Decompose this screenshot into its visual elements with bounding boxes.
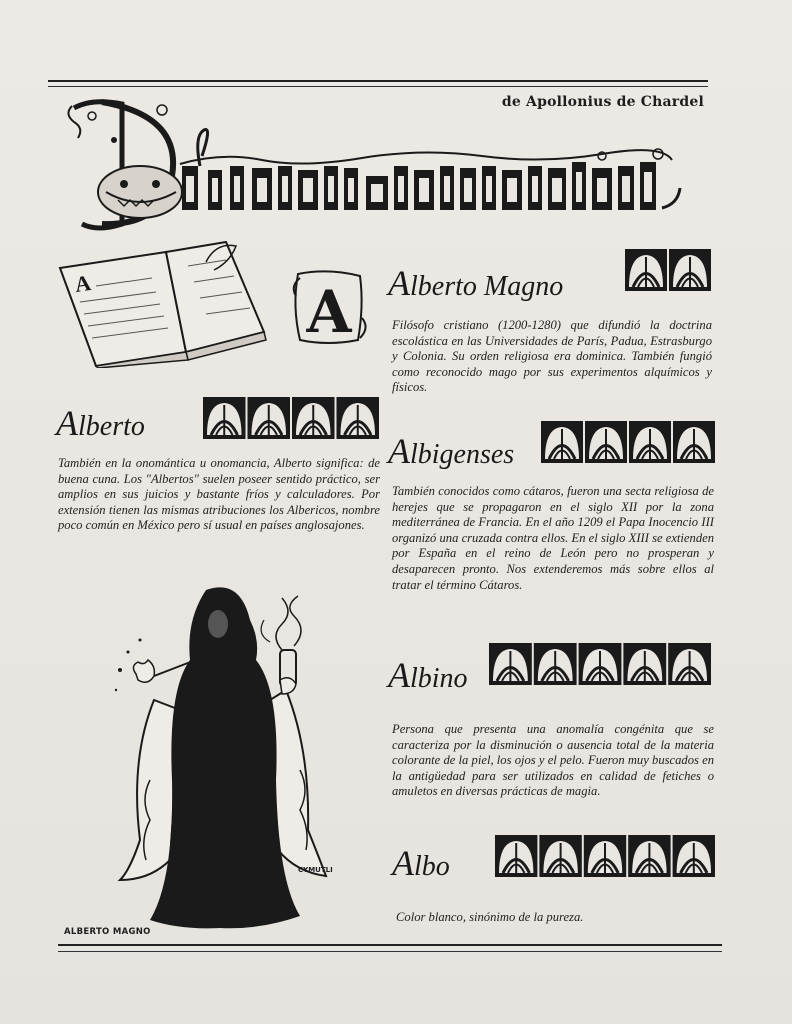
entry-body-albino: Persona que presenta una anomalía congénita que se caracteriza por la disminución o ausencia total de la materia colorante de la piel, los ojos y el pelo. Fueron muy buscados en la antigüedad para ser utilizados en calidad de fetiches o amuletos en diversas prácticas de magia. (392, 722, 714, 799)
ornament-tile (495, 835, 537, 877)
ornament-tiles (202, 396, 380, 440)
masthead-title-art (62, 96, 702, 236)
ornament-tile (539, 835, 581, 877)
ornament-band (624, 248, 712, 292)
figure-caption: ALBERTO MAGNO (64, 927, 151, 937)
bottom-rule (58, 944, 722, 946)
ornament-tiles (624, 248, 712, 292)
ornament-tile (337, 397, 380, 439)
ornament-tiles (494, 834, 716, 878)
ornament-band (494, 834, 716, 878)
bottom-rule-thin (58, 951, 722, 952)
entry-body-albo: Color blanco, sinónimo de la pureza. (396, 910, 584, 924)
entry-body-albigenses: También conocidos como cátaros, fueron una secta religiosa de herejes que se propagaron en el siglo XII por la zona mediterránea de Francia. En el año 1209 el Papa Inocencio III organizó una cruzada contra ellos. En el siglo XIII se extienden por España en el reino de León pero no prosperan y desaparecen pronto. Nos extenderemos más sobre ellos al tratar el término Cátaros. (392, 484, 714, 592)
entry-body-alberto-magno: Filósofo cristiano (1200-1280) que difundió la doctrina escolástica en las Universidades de París, Padua, Estrasburgo y Colonia. Su orden religiosa era dominica. También fungió como reconocido mago por sus experimentos alquímicos y físicos. (392, 318, 712, 395)
ornament-tile (623, 643, 666, 685)
ornament-tile (248, 397, 291, 439)
byline: de Apollonius de Chardel (501, 94, 704, 110)
ornament-tile (668, 643, 711, 685)
ornament-band (202, 396, 380, 440)
book-page-letter: A (73, 269, 93, 297)
ornament-tile (541, 421, 583, 463)
ornament-band (488, 642, 712, 686)
ornament-tile (673, 835, 715, 877)
top-rule-thin (48, 86, 708, 87)
masthead-illustration (62, 96, 702, 236)
artist-signature: CYMUTLI (298, 866, 333, 874)
ornament-tile (629, 421, 671, 463)
entry-title-alberto-magno: Alberto Magno (388, 263, 564, 303)
ornament-tiles (540, 420, 716, 464)
entry-title-albino: Albino (388, 655, 468, 695)
ornament-tiles (488, 642, 712, 686)
ornament-tile (579, 643, 622, 685)
ornament-tile (584, 835, 626, 877)
ornament-tile (534, 643, 577, 685)
entry-title-alberto: Alberto (56, 403, 145, 443)
alberto-magno-illustration (110, 580, 330, 930)
top-rule (48, 80, 708, 82)
ornament-tile (673, 421, 715, 463)
ornament-tile (489, 643, 532, 685)
drop-cap-letter (288, 266, 370, 348)
ornament-tile (585, 421, 627, 463)
entry-title-albigenses: Albigenses (388, 431, 515, 471)
svg-text:A: A (306, 278, 352, 346)
entry-body-alberto: También en la onomántica u onomancia, Alberto significa: de buena cuna. Los "Albertos" suelen poseer sentido práctico, ser amplios en sus juicios y bastante fríos y calculadores. Por extensión tienen las mismas atribuciones los Albericos, nombre poco común en México pero sí usual en países anglosajones. (58, 456, 380, 533)
ornament-tile (203, 397, 246, 439)
ornament-band (540, 420, 716, 464)
entry-title-albo: Albo (392, 843, 450, 883)
ornament-tile (628, 835, 670, 877)
ornament-tile (292, 397, 335, 439)
open-book-illustration (56, 232, 268, 368)
ornament-tile (625, 249, 667, 291)
ornament-tile (669, 249, 711, 291)
